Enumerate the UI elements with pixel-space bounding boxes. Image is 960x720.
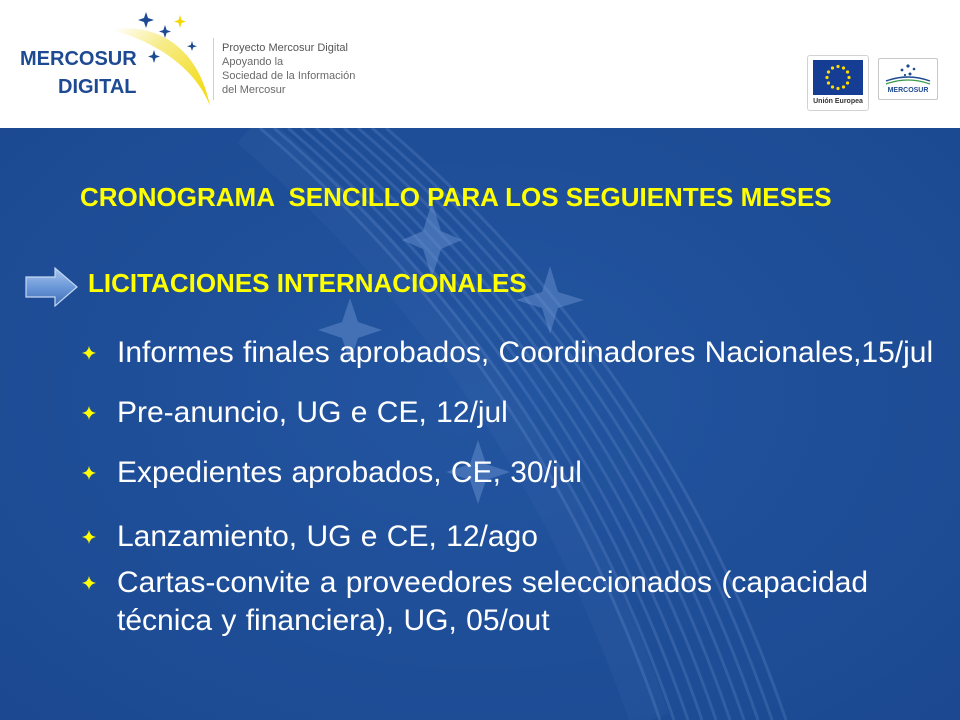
bullet-item — [82, 394, 948, 432]
eu-logo — [807, 55, 869, 111]
project-tagline-2: Sociedad de la Información — [222, 70, 356, 82]
section-heading: LICITACIONES INTERNACIONALES — [88, 268, 527, 298]
star-bullet-icon — [82, 406, 96, 420]
logo-star-icon — [148, 50, 160, 63]
bullet-text: Expedientes aprobados, CE, 30/jul — [117, 456, 582, 489]
southern-cross-icon — [880, 62, 936, 86]
star-bullet-icon — [82, 576, 96, 590]
logo-wordmark-line2: DIGITAL — [58, 76, 137, 98]
logo-star-icon — [174, 15, 186, 28]
slide-header — [0, 0, 960, 128]
bullet-item — [82, 334, 948, 372]
bullet-text: Cartas-convite a proveedores seleccionados (capacidad técnica y financiera), UG, 05/out — [117, 566, 869, 637]
star-bullet-icon — [82, 346, 96, 360]
bullet-text: Lanzamiento, UG e CE, 12/ago — [117, 520, 538, 553]
project-tagline-3: del Mercosur — [222, 84, 286, 96]
project-tagline-1: Apoyando la — [222, 56, 284, 68]
star-bullet-icon — [82, 466, 96, 480]
mercosur-logo-caption: MERCOSUR — [887, 87, 929, 94]
project-title: Proyecto Mercosur Digital — [222, 42, 348, 54]
eu-logo-caption: Unión Europea — [813, 98, 863, 105]
bullet-item — [82, 564, 948, 640]
slide-title: CRONOGRAMA SENCILLO PARA LOS SEGUIENTES MESES — [80, 182, 832, 212]
slide-body — [0, 128, 960, 720]
bullet-item — [82, 454, 948, 492]
project-info — [222, 41, 355, 97]
arrow-right-icon — [24, 265, 80, 309]
logo-wordmark-line1: MERCOSUR — [20, 48, 137, 70]
eu-flag-icon — [813, 60, 863, 95]
bullet-text: Pre-anuncio, UG e CE, 12/jul — [117, 396, 508, 429]
logo-star-icon — [187, 41, 197, 51]
header-divider — [213, 38, 214, 100]
bullet-item — [82, 518, 948, 556]
star-bullet-icon — [82, 530, 96, 544]
mercosur-logo — [878, 58, 938, 100]
logo-star-icon — [138, 12, 154, 28]
bullet-text: Informes finales aprobados, Coordinadores Nacionales,15/jul — [117, 336, 934, 369]
